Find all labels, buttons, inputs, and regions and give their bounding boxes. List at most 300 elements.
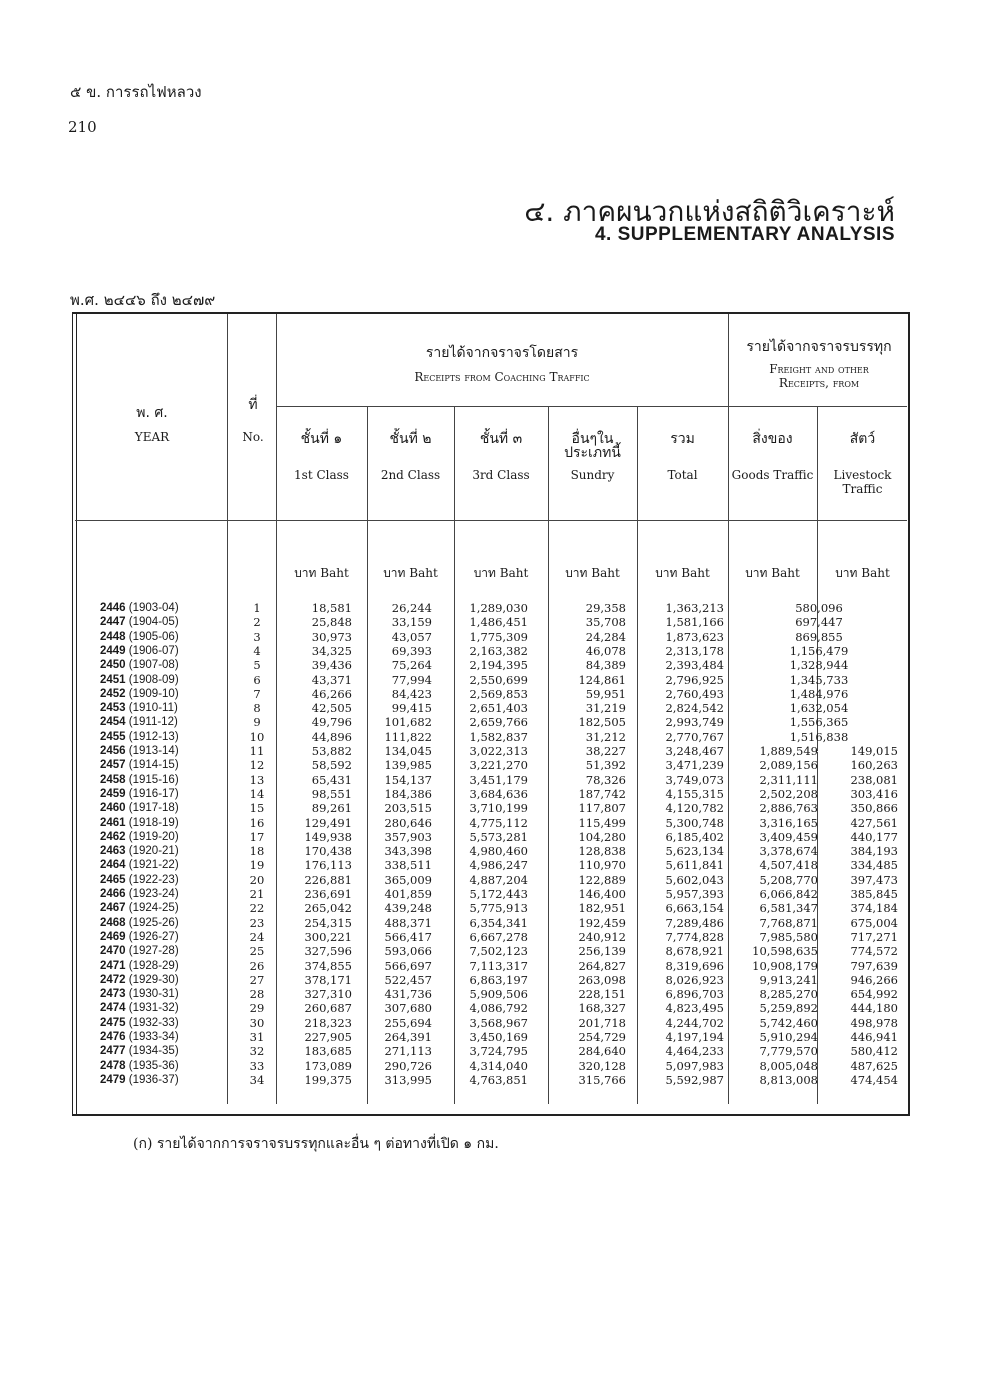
table-row [72, 802, 910, 815]
year-cell: 2464 (1921-22) [100, 859, 179, 872]
cell-no: 13 [249, 772, 265, 787]
cell-n5: 2,393,484 [665, 658, 724, 673]
cell-livestock: 238,081 [850, 772, 898, 787]
cell-n3: 1,775,309 [469, 629, 528, 644]
cell-goods: 2,311,111 [759, 772, 818, 787]
table-row [72, 917, 910, 930]
table-row [72, 631, 910, 644]
unit-label: บาท Baht [655, 566, 710, 580]
section-title-thai: ๔. ภาคผนวกแห่งสถิติวิเคราะห์ [524, 195, 895, 228]
cell-n5: 2,770,767 [665, 729, 724, 744]
cell-n4: 78,326 [585, 772, 626, 787]
cell-n2: 134,045 [384, 744, 432, 758]
year-cell: 2477 (1934-35) [100, 1045, 179, 1058]
column-header-thai: รวม [670, 431, 695, 447]
rule-h [276, 406, 907, 407]
cell-n2: 566,417 [384, 929, 432, 944]
cell-goods: 6,581,347 [759, 901, 818, 916]
cell-n1: 254,315 [304, 915, 352, 930]
table-row [72, 1002, 910, 1015]
cell-goods: 3,378,674 [759, 844, 818, 859]
cell-n2: 264,391 [384, 1030, 432, 1044]
cell-n3: 3,724,795 [469, 1044, 528, 1059]
column-header-english: 3rd Class [472, 468, 530, 482]
cell-livestock: 149,015 [850, 744, 898, 758]
cell-n5: 2,313,178 [665, 643, 724, 658]
cell-n1: 25,848 [311, 615, 352, 630]
cell-n3: 3,450,169 [469, 1030, 528, 1044]
year-header-english: YEAR [134, 430, 170, 444]
table-row [72, 616, 910, 629]
statistics-table [72, 312, 910, 1116]
table-row [72, 831, 910, 844]
cell-n4: 201,718 [578, 1015, 626, 1030]
table-row [72, 902, 910, 915]
cell-livestock: 946,266 [850, 972, 898, 987]
cell-n2: 431,736 [384, 987, 432, 1002]
cell-n1: 173,089 [304, 1058, 352, 1073]
table-row [72, 1045, 910, 1058]
cell-n2: 99,415 [391, 701, 432, 716]
year-cell: 2460 (1917-18) [100, 802, 179, 815]
cell-livestock: 774,572 [850, 944, 898, 959]
cell-n4: 284,640 [578, 1044, 626, 1059]
cell-no: 20 [249, 872, 265, 887]
cell-n4: 182,505 [578, 715, 626, 730]
cell-n1: 265,042 [304, 901, 352, 916]
cell-n2: 77,994 [391, 672, 432, 687]
cell-n2: 338,511 [384, 858, 432, 873]
cell-n5: 8,678,921 [665, 944, 724, 959]
cell-livestock: 384,193 [850, 844, 898, 859]
cell-n2: 313,995 [384, 1072, 432, 1087]
cell-n3: 4,775,112 [469, 815, 528, 830]
cell-n4: 320,128 [578, 1058, 626, 1073]
no-header-english: No. [242, 430, 264, 444]
cell-no: 8 [253, 701, 261, 716]
cell-n3: 7,502,123 [469, 944, 528, 959]
table-row [72, 1017, 910, 1030]
cell-goods: 5,259,892 [759, 1001, 818, 1016]
cell-n1: 300,221 [304, 929, 352, 944]
coaching-header-english: Receipts from Coaching Traffic [414, 370, 590, 384]
cell-n3: 3,022,313 [469, 744, 528, 758]
cell-n5: 6,663,154 [665, 901, 724, 916]
cell-n5: 4,197,194 [665, 1030, 724, 1044]
cell-goods: 3,316,165 [759, 815, 818, 830]
cell-goods: 8,285,270 [759, 987, 818, 1002]
table-row [72, 1060, 910, 1073]
cell-n3: 2,569,853 [469, 686, 528, 701]
cell-no: 30 [249, 1015, 265, 1030]
cell-goods: 10,598,635 [752, 944, 818, 959]
cell-n3: 4,986,247 [469, 858, 528, 873]
cell-livestock: 303,416 [850, 786, 898, 801]
cell-n5: 2,824,542 [665, 701, 724, 716]
cell-n2: 101,682 [384, 715, 432, 730]
year-cell: 2446 (1903-04) [100, 602, 179, 614]
cell-no: 23 [249, 915, 265, 930]
cell-n1: 149,938 [304, 829, 352, 844]
cell-no: 3 [253, 629, 261, 644]
cell-n3: 5,172,443 [469, 887, 528, 901]
no-header-thai: ที่ [248, 397, 258, 413]
cell-n5: 5,957,393 [665, 887, 724, 901]
cell-goods: 9,913,241 [759, 972, 818, 987]
table-row [72, 731, 910, 744]
cell-n4: 187,742 [578, 786, 626, 801]
cell-n3: 1,582,837 [469, 729, 528, 744]
cell-n2: 343,398 [384, 844, 432, 859]
year-cell: 2469 (1926-27) [100, 930, 179, 943]
cell-no: 24 [249, 929, 265, 944]
cell-goods: 2,089,156 [759, 758, 818, 773]
cell-n3: 6,863,197 [469, 972, 528, 987]
table-row [72, 774, 910, 787]
cell-n5: 5,592,987 [665, 1072, 724, 1087]
cell-n2: 365,009 [384, 872, 432, 887]
cell-n3: 3,451,179 [469, 772, 528, 787]
year-cell: 2456 (1913-14) [100, 745, 179, 757]
year-cell: 2449 (1906-07) [100, 644, 179, 657]
column-header-thai: อื่นๆใน ประเภทนี้ [564, 431, 621, 461]
cell-n3: 2,659,766 [469, 715, 528, 730]
cell-n3: 6,354,341 [469, 915, 528, 930]
cell-n5: 4,823,495 [665, 1001, 724, 1016]
cell-freight-combined: 1,516,838 [789, 729, 849, 744]
cell-freight-combined: 1,632,054 [789, 701, 849, 716]
cell-n3: 1,486,451 [469, 615, 528, 630]
cell-livestock: 717,271 [850, 929, 898, 944]
cell-goods: 7,768,871 [759, 915, 818, 930]
year-cell: 2458 (1915-16) [100, 773, 179, 786]
cell-freight-combined: 1,345,733 [789, 672, 849, 687]
cell-livestock: 474,454 [850, 1072, 898, 1087]
cell-n5: 6,896,703 [665, 987, 724, 1002]
cell-n4: 38,227 [585, 744, 626, 758]
cell-livestock: 334,485 [850, 858, 898, 873]
cell-n1: 218,323 [304, 1015, 352, 1030]
cell-no: 7 [253, 686, 261, 701]
column-header-thai: ชั้นที่ ๓ [479, 431, 523, 447]
cell-no: 9 [253, 715, 261, 730]
unit-label: บาท Baht [745, 566, 800, 580]
cell-n3: 4,314,040 [469, 1058, 528, 1073]
cell-n2: 203,515 [384, 801, 432, 816]
column-header-english: Total [667, 468, 698, 482]
table-row [72, 1074, 910, 1087]
year-cell: 2451 (1908-09) [100, 673, 179, 686]
cell-no: 29 [249, 1001, 265, 1016]
cell-n5: 4,155,315 [665, 786, 724, 801]
cell-n1: 227,905 [304, 1030, 352, 1044]
cell-n4: 256,139 [578, 944, 626, 959]
cell-n4: 110,970 [578, 858, 626, 873]
year-cell: 2447 (1904-05) [100, 616, 179, 629]
year-cell: 2448 (1905-06) [100, 630, 179, 643]
year-cell: 2471 (1928-29) [100, 959, 179, 972]
table-row [72, 874, 910, 887]
year-cell: 2467 (1924-25) [100, 902, 179, 915]
table-row [72, 745, 910, 758]
cell-no: 22 [249, 901, 265, 916]
cell-livestock: 350,866 [850, 801, 898, 816]
cell-freight-combined: 1,328,944 [789, 658, 849, 673]
cell-n5: 8,319,696 [665, 958, 724, 973]
cell-livestock: 385,845 [850, 887, 898, 901]
cell-goods: 5,910,294 [759, 1030, 818, 1044]
page-number: 210 [68, 118, 97, 136]
cell-freight-combined: 1,484,976 [789, 686, 849, 701]
cell-n3: 4,980,460 [469, 844, 528, 859]
cell-no: 26 [249, 958, 265, 973]
cell-livestock: 654,992 [850, 987, 898, 1002]
cell-n2: 43,057 [391, 629, 432, 644]
column-header-thai: ชั้นที่ ๒ [389, 431, 432, 447]
cell-n3: 4,763,851 [469, 1072, 528, 1087]
cell-livestock: 797,639 [850, 958, 898, 973]
cell-n5: 2,993,749 [665, 715, 724, 730]
cell-n4: 31,219 [585, 701, 626, 716]
cell-n5: 4,244,702 [665, 1015, 724, 1030]
running-title: ๕ ข. การรถไฟหลวง [70, 83, 202, 101]
cell-goods: 5,208,770 [759, 872, 818, 887]
cell-n3: 3,684,636 [469, 786, 528, 801]
cell-goods: 6,066,842 [759, 887, 818, 901]
cell-n5: 1,363,213 [665, 601, 724, 615]
cell-n3: 4,887,204 [469, 872, 528, 887]
cell-livestock: 160,263 [850, 758, 898, 773]
cell-n4: 31,212 [585, 729, 626, 744]
cell-no: 15 [249, 801, 265, 816]
table-row [72, 988, 910, 1001]
cell-n1: 327,596 [304, 944, 352, 959]
period-range: พ.ศ. ๒๔๔๖ ถึง ๒๔๗๙ [70, 291, 216, 309]
cell-n2: 566,697 [384, 958, 432, 973]
cell-n3: 5,775,913 [469, 901, 528, 916]
cell-goods: 8,005,048 [759, 1058, 818, 1073]
cell-freight-combined: 697,447 [795, 615, 843, 630]
cell-n1: 34,325 [311, 643, 352, 658]
cell-n2: 184,386 [384, 786, 432, 801]
column-header-english: Livestock Traffic [833, 468, 892, 496]
cell-n2: 439,248 [384, 901, 432, 916]
unit-label: บาท Baht [473, 566, 529, 580]
column-header-thai: สัตว์ [849, 431, 876, 447]
cell-n5: 6,185,402 [665, 829, 724, 844]
cell-n4: 122,889 [578, 872, 626, 887]
cell-n4: 124,861 [578, 672, 626, 687]
year-cell: 2462 (1919-20) [100, 830, 179, 843]
cell-freight-combined: 869,855 [795, 629, 843, 644]
cell-no: 12 [249, 758, 265, 773]
cell-no: 10 [249, 729, 265, 744]
year-cell: 2479 (1936-37) [100, 1073, 179, 1086]
cell-n5: 7,289,486 [665, 915, 724, 930]
table-row [72, 702, 910, 715]
year-header-thai: พ. ศ. [136, 405, 168, 421]
table-row [72, 788, 910, 801]
cell-goods: 1,889,549 [759, 744, 818, 758]
cell-n2: 255,694 [384, 1015, 432, 1030]
year-cell: 2472 (1929-30) [100, 973, 179, 986]
cell-no: 11 [249, 744, 265, 758]
year-cell: 2470 (1927-28) [100, 945, 179, 958]
cell-no: 25 [249, 944, 265, 959]
year-cell: 2463 (1920-21) [100, 845, 179, 858]
cell-n1: 176,113 [304, 858, 352, 873]
cell-no: 33 [249, 1058, 265, 1073]
cell-n3: 3,221,270 [469, 758, 528, 773]
column-header-english: 2nd Class [380, 468, 441, 482]
column-header-thai: ชั้นที่ ๑ [300, 431, 343, 447]
cell-n1: 49,796 [311, 715, 352, 730]
cell-no: 17 [249, 829, 265, 844]
cell-n5: 5,602,043 [665, 872, 724, 887]
table-row [72, 645, 910, 658]
cell-n5: 5,300,748 [665, 815, 724, 830]
year-cell: 2476 (1933-34) [100, 1031, 179, 1043]
cell-n1: 46,266 [311, 686, 352, 701]
cell-n2: 593,066 [384, 944, 432, 959]
cell-freight-combined: 1,156,479 [789, 643, 849, 658]
year-cell: 2474 (1931-32) [100, 1002, 179, 1015]
year-cell: 2468 (1925-26) [100, 916, 179, 929]
cell-n1: 65,431 [311, 772, 352, 787]
cell-n2: 488,371 [384, 915, 432, 930]
cell-n5: 3,471,239 [665, 758, 724, 773]
year-cell: 2459 (1916-17) [100, 787, 179, 800]
section-title-english: 4. SUPPLEMENTARY ANALYSIS [594, 224, 895, 245]
table-row [72, 674, 910, 687]
column-header-english: Sundry [570, 468, 615, 482]
freight-header-english-2: Receipts, from [778, 376, 860, 390]
cell-n4: 182,951 [578, 901, 626, 916]
cell-livestock: 580,412 [850, 1044, 898, 1059]
cell-n3: 2,550,699 [469, 672, 528, 687]
cell-n2: 84,423 [391, 686, 432, 701]
cell-n1: 39,436 [311, 658, 352, 673]
cell-n4: 240,912 [578, 929, 626, 944]
cell-n5: 2,760,493 [665, 686, 724, 701]
cell-livestock: 498,978 [850, 1015, 898, 1030]
cell-goods: 4,507,418 [759, 858, 818, 873]
cell-n5: 4,464,233 [665, 1044, 724, 1059]
table-row [72, 974, 910, 987]
table-row [72, 716, 910, 729]
cell-no: 27 [249, 972, 265, 987]
cell-n5: 2,796,925 [665, 672, 724, 687]
cell-n5: 4,120,782 [665, 801, 724, 816]
cell-n3: 3,568,967 [469, 1015, 528, 1030]
cell-n4: 254,729 [578, 1030, 626, 1044]
cell-n1: 378,171 [304, 972, 352, 987]
table-row [72, 817, 910, 830]
cell-freight-combined: 580,096 [795, 601, 843, 615]
cell-n2: 290,726 [384, 1058, 432, 1073]
cell-n5: 5,611,841 [665, 858, 724, 873]
cell-n1: 53,882 [311, 744, 352, 758]
cell-n4: 228,151 [578, 987, 626, 1002]
cell-livestock: 427,561 [850, 815, 898, 830]
cell-no: 4 [253, 643, 261, 658]
cell-n3: 6,667,278 [469, 929, 528, 944]
cell-n1: 226,881 [304, 872, 352, 887]
footnote: (ก) รายได้จากการจราจรบรรทุกและอื่น ๆ ต่อทางที่เปิด ๑ กม. [133, 1136, 499, 1152]
freight-header-thai: รายได้จากจราจรบรรทุก [746, 339, 892, 355]
cell-n1: 327,310 [304, 987, 352, 1002]
table-row [72, 1031, 910, 1044]
year-cell: 2455 (1912-13) [100, 730, 179, 743]
cell-n4: 84,389 [585, 658, 626, 673]
cell-no: 19 [249, 858, 265, 873]
cell-no: 34 [249, 1072, 265, 1087]
cell-n2: 280,646 [384, 815, 432, 830]
cell-livestock: 444,180 [850, 1001, 898, 1016]
cell-n5: 7,774,828 [665, 929, 724, 944]
cell-goods: 2,886,763 [759, 801, 818, 816]
cell-n4: 51,392 [585, 758, 626, 773]
cell-n3: 1,289,030 [469, 601, 528, 615]
cell-n1: 236,691 [304, 887, 352, 901]
cell-n4: 168,327 [578, 1001, 626, 1016]
cell-n5: 3,749,073 [665, 772, 724, 787]
cell-livestock: 446,941 [850, 1030, 898, 1044]
cell-goods: 8,813,008 [759, 1072, 818, 1087]
cell-n2: 154,137 [384, 772, 432, 787]
cell-n4: 24,284 [585, 629, 626, 644]
cell-n1: 183,685 [304, 1044, 352, 1059]
cell-n4: 29,358 [585, 601, 626, 615]
year-cell: 2465 (1922-23) [100, 873, 179, 886]
cell-no: 32 [249, 1044, 265, 1059]
cell-n5: 1,581,166 [665, 615, 724, 630]
year-cell: 2475 (1932-33) [100, 1016, 179, 1029]
cell-n1: 30,973 [311, 629, 352, 644]
cell-livestock: 374,184 [850, 901, 898, 916]
cell-n1: 18,581 [311, 601, 352, 615]
table-row [72, 659, 910, 672]
cell-n4: 263,098 [578, 972, 626, 987]
cell-no: 16 [249, 815, 265, 830]
cell-n1: 89,261 [311, 801, 352, 816]
cell-n4: 146,400 [578, 887, 626, 901]
year-cell: 2454 (1911-12) [100, 716, 178, 729]
cell-n1: 43,371 [311, 672, 352, 687]
cell-n3: 2,163,382 [469, 643, 528, 658]
cell-n5: 1,873,623 [665, 629, 724, 644]
cell-goods: 3,409,459 [759, 829, 818, 844]
cell-n5: 5,097,983 [665, 1058, 724, 1073]
table-row [72, 945, 910, 958]
cell-no: 6 [253, 672, 261, 687]
year-cell: 2461 (1918-19) [100, 816, 179, 829]
cell-n3: 7,113,317 [469, 958, 528, 973]
cell-n2: 111,822 [384, 729, 432, 744]
cell-n3: 4,086,792 [469, 1001, 528, 1016]
cell-n2: 307,680 [384, 1001, 432, 1016]
cell-n5: 5,623,134 [665, 844, 724, 859]
cell-n2: 271,113 [384, 1044, 432, 1059]
cell-n1: 98,551 [311, 786, 352, 801]
cell-livestock: 440,177 [850, 829, 898, 844]
cell-n4: 104,280 [578, 829, 626, 844]
column-header-english: 1st Class [294, 468, 349, 482]
cell-livestock: 487,625 [850, 1058, 898, 1073]
cell-n4: 35,708 [585, 615, 626, 630]
cell-livestock: 675,004 [850, 915, 898, 930]
cell-n1: 199,375 [304, 1072, 352, 1087]
